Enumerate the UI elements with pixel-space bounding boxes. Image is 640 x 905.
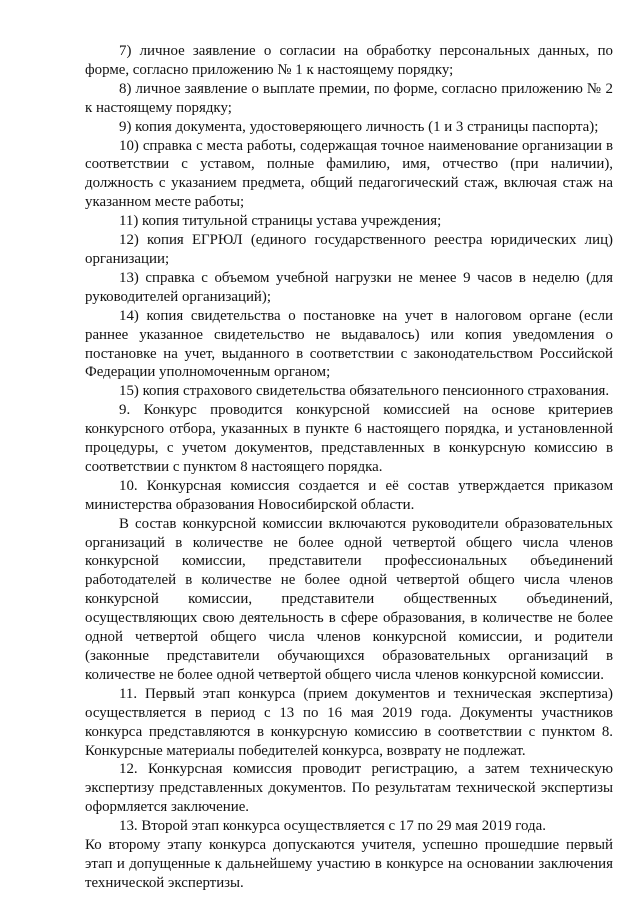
list-item-11: 11) копия титульной страницы устава учреждения; — [119, 213, 442, 230]
list-item-8: 8) личное заявление о выплате премии, по форме, согласно приложению № 2 к настоящему порядку; — [85, 80, 613, 116]
clause-9: 9. Конкурс проводится конкурсной комиссией на основе критериев конкурсного отбора, указанных в пункте 6 настоящего порядка, и установленной процедуры, с учетом документов, представленных в конкурсную комиссию в соответствии с пунктом 8 настоящего порядка. — [85, 402, 613, 475]
clause-13: 13. Второй этап конкурса осуществляется с 17 по 29 мая 2019 года. — [119, 818, 546, 835]
clause-10: 10. Конкурсная комиссия создается и её состав утверждается приказом министерства образования Новосибирской области. — [85, 477, 613, 513]
list-item-15: 15) копия страхового свидетельства обязательного пенсионного страхования. — [119, 383, 610, 400]
list-item-14: 14) копия свидетельства о постановке на учет в налоговом органе (если раннее указанное свидетельство не выдавалось) или копия уведомления о постановке на учет, выданного в соответствии с законодательством Российской Федерации уполномоченным органом; — [85, 307, 613, 381]
list-item-9: 9) копия документа, удостоверяющего личность (1 и 3 страницы паспорта); — [119, 118, 599, 135]
clause-10-composition: В состав конкурсной комиссии включаются руководители образовательных организаций в количестве не более одной четвертой общего числа членов конкурсной комиссии, представители профессиональных объединений работодателей в количестве не более одной четвертой общего числа членов конкурсной комиссии, представители общественных объединений, осуществляющих свою деятельность в сфере образования, в количестве не более одной четвертой общего числа членов конкурсной комиссии, и родители (законные представители обучающихся образовательных организаций в количестве не более одной четвертой общего числа членов конкурсной комиссии. — [85, 515, 613, 683]
list-item-13: 13) справка с объемом учебной нагрузки не менее 9 часов в неделю (для руководителей организаций); — [85, 269, 613, 305]
clause-11: 11. Первый этап конкурса (прием документов и техническая экспертиза) осуществляется в период с 13 по 16 мая 2019 года. Документы участников конкурса представляются в конкурсную комиссию в соответствии с пунктом 8. Конкурсные материалы победителей конкурса, возврату не подлежат. — [85, 685, 613, 759]
clause-13-admission: Ко второму этапу конкурса допускаются учителя, успешно прошедшие первый этап и допущенные к дальнейшему участию в конкурсе на основании заключения технической экспертизы. — [85, 837, 613, 891]
clause-12: 12. Конкурсная комиссия проводит регистрацию, а затем техническую экспертизу представленных документов. По результатам технической экспертизы оформляется заключение. — [85, 761, 613, 816]
list-item-12: 12) копия ЕГРЮЛ (единого государственного реестра юридических лиц) организации; — [85, 232, 613, 267]
list-item-7: 7) личное заявление о согласии на обработку персональных данных, по форме, согласно приложению № 1 к настоящему порядку; — [85, 43, 613, 78]
list-item-10: 10) справка с места работы, содержащая точное наименование организации в соответствии с уставом, полные фамилию, имя, отчество (при наличии), должность с указанием предмета, общий педагогический стаж, включая стаж на указанном месте работы; — [85, 137, 613, 211]
